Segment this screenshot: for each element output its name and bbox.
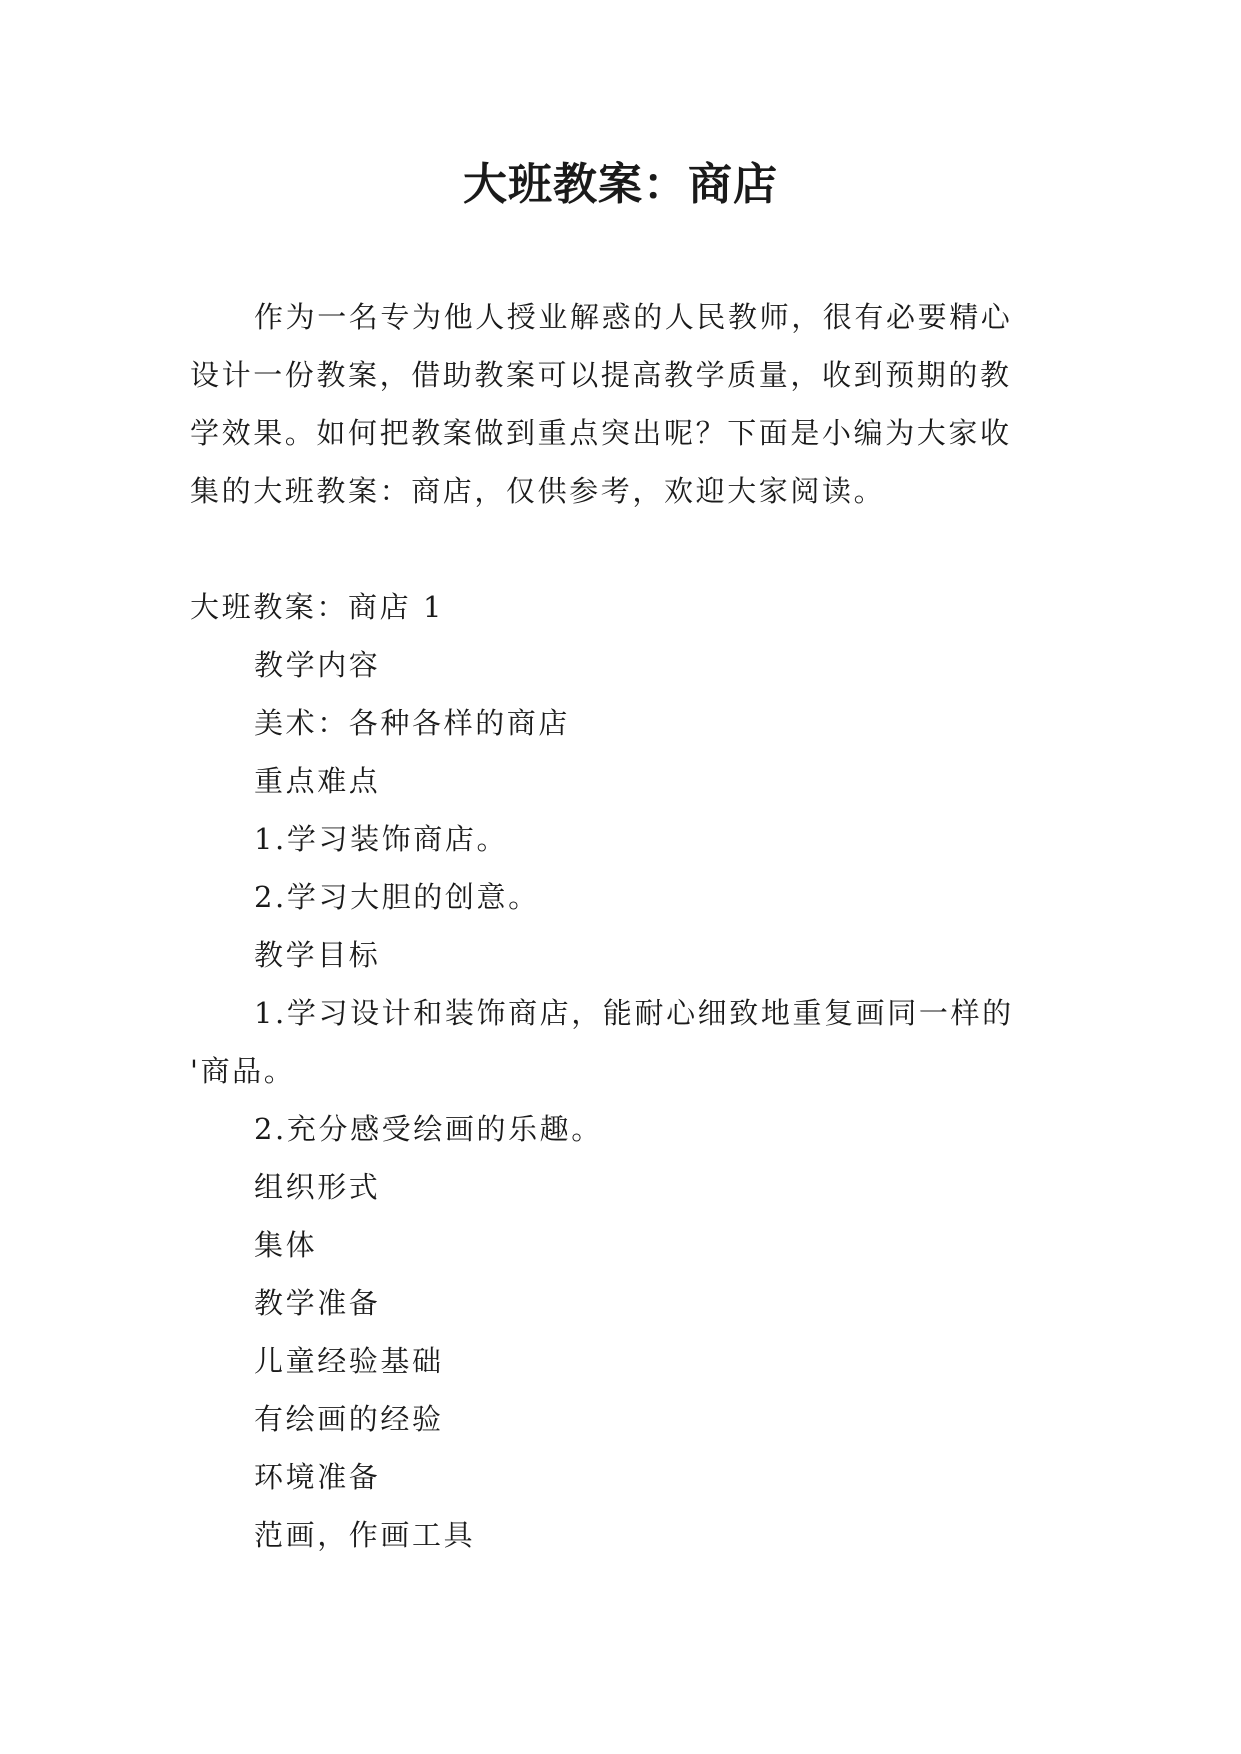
list-item: 1.学习装饰商店。 [254,822,509,856]
text-line: 范画，作画工具 [254,1518,476,1552]
intro-line: 作为一名专为他人授业解惑的人民教师，很有必要精心 [254,300,1013,334]
intro-line: 设计一份教案，借助教案可以提高教学质量，收到预期的教 [190,358,1012,392]
list-item: 2.学习大胆的创意。 [254,880,540,914]
intro-line: 集的大班教案：商店，仅供参考，欢迎大家阅读。 [190,474,886,508]
text-line: 儿童经验基础 [254,1344,444,1378]
section-heading: 大班教案：商店 1 [190,590,445,624]
lesson-plan-body [190,578,1056,1564]
list-item: 2.充分感受绘画的乐趣。 [254,1112,603,1146]
text-line: 有绘画的经验 [254,1402,444,1436]
subheading-teaching-goals: 教学目标 [254,938,381,972]
list-item: 1.学习设计和装饰商店，能耐心细致地重复画同一样的 [254,996,1014,1030]
subheading-teaching-content: 教学内容 [254,648,381,682]
subheading-organization: 组织形式 [254,1170,381,1204]
subheading-key-points: 重点难点 [254,764,381,798]
intro-paragraph [190,288,1056,520]
document-title: 大班教案：商店 [463,159,778,210]
intro-line: 学效果。如何把教案做到重点突出呢？下面是小编为大家收 [190,416,1012,450]
text-line: 美术：各种各样的商店 [254,706,571,740]
list-item-continuation: '商品。 [190,1054,296,1088]
text-line: 集体 [254,1228,318,1262]
text-line: 环境准备 [254,1460,381,1494]
subheading-preparation: 教学准备 [254,1286,381,1320]
